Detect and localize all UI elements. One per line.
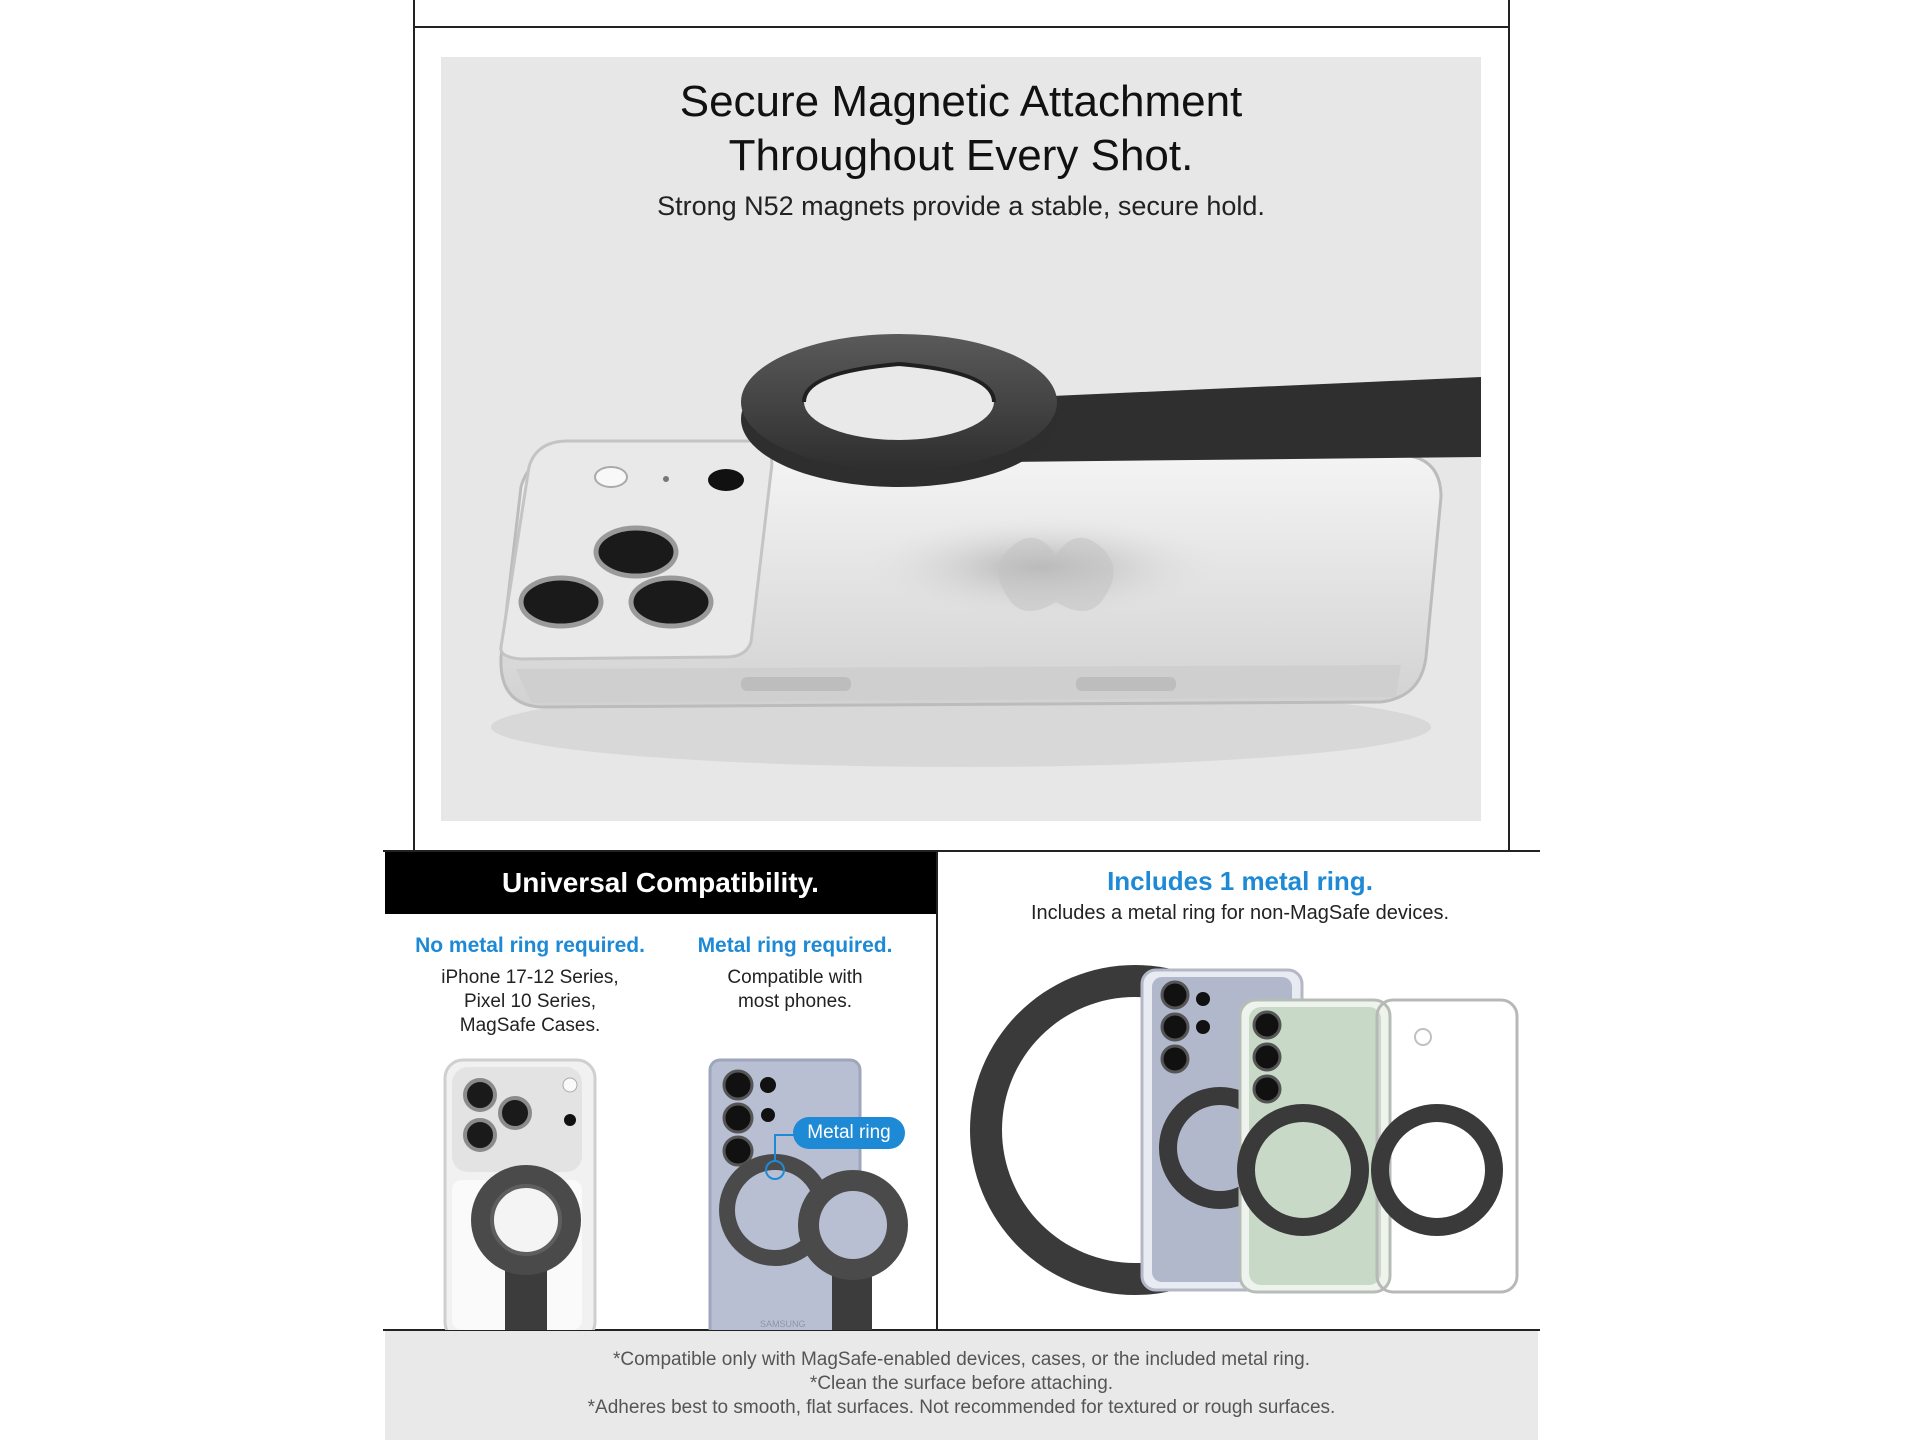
hero-illustration	[441, 57, 1481, 821]
footnotes-panel	[385, 1331, 1538, 1440]
camera-lens-icon	[1162, 982, 1188, 1008]
camera-lens-icon	[1254, 1012, 1280, 1038]
hero-title-line1: Secure Magnetic Attachment	[679, 77, 1243, 126]
iphone-illustration	[440, 1055, 630, 1330]
camera-lens-icon	[1162, 1014, 1188, 1040]
column-divider	[936, 850, 938, 1330]
compatibility-header: Universal Compatibility.	[385, 852, 936, 914]
ring-required-text: Compatible with most phones.	[727, 967, 863, 1012]
includes-heading: Includes 1 metal ring.	[1107, 866, 1373, 896]
hero-title-line2: Throughout Every Shot.	[728, 131, 1194, 180]
no-ring-heading: No metal ring required.	[415, 934, 645, 957]
footnote-2: *Clean the surface before attaching.	[809, 1373, 1114, 1394]
metal-ring-illustration	[965, 965, 1525, 1300]
includes-text: Includes a metal ring for non-MagSafe devices.	[1031, 902, 1449, 924]
camera-lens-icon	[521, 578, 601, 626]
camera-lens-icon	[1254, 1044, 1280, 1070]
camera-lens-icon	[724, 1137, 752, 1165]
phone-brand-text: SAMSUNG	[760, 1319, 806, 1329]
metal-ring-callout: Metal ring	[793, 1117, 905, 1149]
hero-panel	[441, 57, 1481, 821]
no-ring-text: iPhone 17-12 Series, Pixel 10 Series, MagSafe Cases.	[441, 967, 619, 1036]
camera-lens-icon	[724, 1071, 752, 1099]
samsung-illustration	[705, 1055, 920, 1330]
camera-module	[501, 441, 772, 659]
camera-lens-icon	[724, 1104, 752, 1132]
camera-lens-icon	[596, 528, 676, 576]
ring-required-heading: Metal ring required.	[697, 934, 893, 957]
hero-subtitle: Strong N52 magnets provide a stable, secure hold.	[657, 191, 1265, 221]
footnote-3: *Adheres best to smooth, flat surfaces. Not recommended for textured or rough surfaces.	[587, 1397, 1336, 1418]
camera-lens-icon	[631, 578, 711, 626]
footnote-1: *Compatible only with MagSafe-enabled devices, cases, or the included metal ring.	[612, 1349, 1311, 1370]
camera-lens-icon	[1162, 1046, 1188, 1072]
camera-lens-icon	[1254, 1076, 1280, 1102]
frame-top-divider	[413, 26, 1510, 28]
